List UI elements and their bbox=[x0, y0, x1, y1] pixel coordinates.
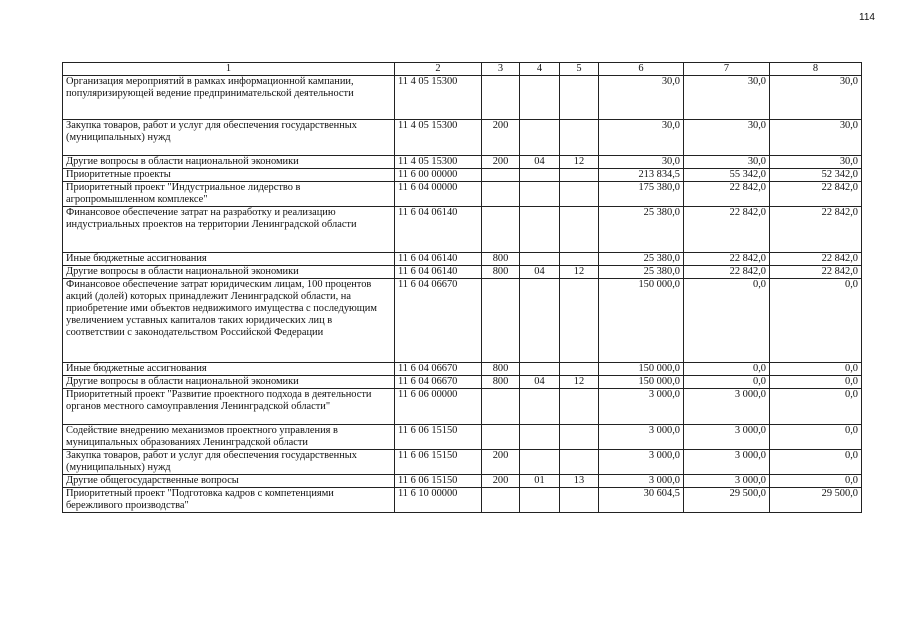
row-expense-type-cell: 200 bbox=[482, 156, 520, 169]
row-amount-year3-cell: 22 842,0 bbox=[770, 182, 862, 207]
row-amount-year3-cell: 0,0 bbox=[770, 279, 862, 363]
row-amount-year3-cell: 0,0 bbox=[770, 389, 862, 425]
header-cell: 8 bbox=[770, 63, 862, 76]
table-row bbox=[63, 182, 862, 207]
row-subsection-cell bbox=[560, 169, 599, 182]
row-amount-year1-cell: 30,0 bbox=[599, 120, 684, 156]
row-name-cell: Закупка товаров, работ и услуг для обеспечения государственных (муниципальных) нужд bbox=[63, 450, 395, 475]
row-expense-type-cell bbox=[482, 182, 520, 207]
row-expense-type-cell: 800 bbox=[482, 376, 520, 389]
row-code-cell: 11 6 04 06670 bbox=[395, 279, 482, 363]
row-section-cell bbox=[520, 182, 560, 207]
row-expense-type-cell: 200 bbox=[482, 120, 520, 156]
row-amount-year1-cell: 25 380,0 bbox=[599, 266, 684, 279]
row-amount-year1-cell: 30 604,5 bbox=[599, 488, 684, 513]
row-code-cell: 11 6 06 15150 bbox=[395, 425, 482, 450]
table-row bbox=[63, 207, 862, 253]
row-expense-type-cell bbox=[482, 169, 520, 182]
row-amount-year3-cell: 22 842,0 bbox=[770, 253, 862, 266]
row-code-cell: 11 4 05 15300 bbox=[395, 120, 482, 156]
row-section-cell bbox=[520, 363, 560, 376]
header-row bbox=[63, 63, 862, 76]
row-amount-year1-cell: 3 000,0 bbox=[599, 450, 684, 475]
row-expense-type-cell: 800 bbox=[482, 266, 520, 279]
row-expense-type-cell bbox=[482, 76, 520, 120]
table-row bbox=[63, 266, 862, 279]
table-row bbox=[63, 279, 862, 363]
row-name-cell: Организация мероприятий в рамках информационной кампании, популяризирующей ведение предпринимательской деятельности bbox=[63, 76, 395, 120]
table-row bbox=[63, 120, 862, 156]
row-amount-year1-cell: 3 000,0 bbox=[599, 475, 684, 488]
table-row bbox=[63, 475, 862, 488]
row-section-cell bbox=[520, 207, 560, 253]
row-amount-year3-cell: 29 500,0 bbox=[770, 488, 862, 513]
row-expense-type-cell bbox=[482, 425, 520, 450]
row-amount-year3-cell: 30,0 bbox=[770, 156, 862, 169]
row-amount-year1-cell: 150 000,0 bbox=[599, 376, 684, 389]
table-row bbox=[63, 169, 862, 182]
row-amount-year3-cell: 30,0 bbox=[770, 120, 862, 156]
row-section-cell bbox=[520, 425, 560, 450]
row-section-cell bbox=[520, 389, 560, 425]
row-amount-year3-cell: 22 842,0 bbox=[770, 266, 862, 279]
row-name-cell: Другие вопросы в области национальной экономики bbox=[63, 376, 395, 389]
row-amount-year2-cell: 29 500,0 bbox=[684, 488, 770, 513]
row-amount-year3-cell: 52 342,0 bbox=[770, 169, 862, 182]
row-section-cell: 04 bbox=[520, 376, 560, 389]
row-subsection-cell bbox=[560, 425, 599, 450]
row-amount-year1-cell: 30,0 bbox=[599, 156, 684, 169]
row-amount-year2-cell: 30,0 bbox=[684, 120, 770, 156]
row-name-cell: Другие вопросы в области национальной экономики bbox=[63, 266, 395, 279]
row-amount-year3-cell: 30,0 bbox=[770, 76, 862, 120]
row-amount-year2-cell: 22 842,0 bbox=[684, 266, 770, 279]
row-code-cell: 11 6 04 06140 bbox=[395, 253, 482, 266]
header-cell: 7 bbox=[684, 63, 770, 76]
row-code-cell: 11 6 06 00000 bbox=[395, 389, 482, 425]
row-amount-year1-cell: 25 380,0 bbox=[599, 207, 684, 253]
row-expense-type-cell: 200 bbox=[482, 450, 520, 475]
row-subsection-cell bbox=[560, 207, 599, 253]
row-section-cell bbox=[520, 488, 560, 513]
row-subsection-cell bbox=[560, 488, 599, 513]
table-row bbox=[63, 425, 862, 450]
row-amount-year1-cell: 213 834,5 bbox=[599, 169, 684, 182]
table-row bbox=[63, 488, 862, 513]
row-code-cell: 11 6 10 00000 bbox=[395, 488, 482, 513]
row-subsection-cell bbox=[560, 76, 599, 120]
row-amount-year3-cell: 22 842,0 bbox=[770, 207, 862, 253]
row-amount-year2-cell: 3 000,0 bbox=[684, 475, 770, 488]
row-amount-year3-cell: 0,0 bbox=[770, 450, 862, 475]
row-amount-year1-cell: 175 380,0 bbox=[599, 182, 684, 207]
row-subsection-cell: 12 bbox=[560, 376, 599, 389]
row-code-cell: 11 6 04 00000 bbox=[395, 182, 482, 207]
table-row bbox=[63, 253, 862, 266]
table-row bbox=[63, 363, 862, 376]
budget-table bbox=[62, 62, 862, 513]
row-subsection-cell bbox=[560, 279, 599, 363]
page-number: 114 bbox=[859, 12, 875, 23]
row-section-cell bbox=[520, 279, 560, 363]
row-expense-type-cell: 800 bbox=[482, 253, 520, 266]
row-section-cell bbox=[520, 450, 560, 475]
row-code-cell: 11 6 06 15150 bbox=[395, 475, 482, 488]
row-amount-year2-cell: 0,0 bbox=[684, 363, 770, 376]
row-amount-year2-cell: 30,0 bbox=[684, 156, 770, 169]
row-amount-year1-cell: 3 000,0 bbox=[599, 389, 684, 425]
row-expense-type-cell: 800 bbox=[482, 363, 520, 376]
header-cell: 4 bbox=[520, 63, 560, 76]
row-amount-year1-cell: 150 000,0 bbox=[599, 363, 684, 376]
row-subsection-cell: 13 bbox=[560, 475, 599, 488]
row-section-cell: 01 bbox=[520, 475, 560, 488]
row-name-cell: Иные бюджетные ассигнования bbox=[63, 363, 395, 376]
row-amount-year1-cell: 25 380,0 bbox=[599, 253, 684, 266]
row-subsection-cell bbox=[560, 450, 599, 475]
row-code-cell: 11 4 05 15300 bbox=[395, 156, 482, 169]
header-cell: 6 bbox=[599, 63, 684, 76]
row-name-cell: Приоритетный проект "Подготовка кадров с компетенциями бережливого производства" bbox=[63, 488, 395, 513]
row-amount-year2-cell: 55 342,0 bbox=[684, 169, 770, 182]
row-subsection-cell bbox=[560, 363, 599, 376]
row-section-cell: 04 bbox=[520, 266, 560, 279]
row-section-cell bbox=[520, 76, 560, 120]
row-amount-year3-cell: 0,0 bbox=[770, 363, 862, 376]
row-code-cell: 11 6 06 15150 bbox=[395, 450, 482, 475]
row-amount-year2-cell: 3 000,0 bbox=[684, 425, 770, 450]
row-name-cell: Приоритетный проект "Индустриальное лидерство в агропромышленном комплексе" bbox=[63, 182, 395, 207]
row-code-cell: 11 6 04 06140 bbox=[395, 207, 482, 253]
row-subsection-cell bbox=[560, 120, 599, 156]
row-amount-year1-cell: 150 000,0 bbox=[599, 279, 684, 363]
row-name-cell: Закупка товаров, работ и услуг для обеспечения государственных (муниципальных) нужд bbox=[63, 120, 395, 156]
table-row bbox=[63, 389, 862, 425]
row-section-cell: 04 bbox=[520, 156, 560, 169]
row-subsection-cell bbox=[560, 182, 599, 207]
row-code-cell: 11 6 04 06670 bbox=[395, 363, 482, 376]
row-amount-year3-cell: 0,0 bbox=[770, 425, 862, 450]
table-row bbox=[63, 76, 862, 120]
row-expense-type-cell bbox=[482, 279, 520, 363]
row-amount-year2-cell: 3 000,0 bbox=[684, 450, 770, 475]
row-expense-type-cell bbox=[482, 389, 520, 425]
row-subsection-cell bbox=[560, 389, 599, 425]
row-section-cell bbox=[520, 169, 560, 182]
header-cell: 2 bbox=[395, 63, 482, 76]
row-amount-year2-cell: 22 842,0 bbox=[684, 182, 770, 207]
row-code-cell: 11 6 00 00000 bbox=[395, 169, 482, 182]
row-name-cell: Финансовое обеспечение затрат юридическим лицам, 100 процентов акций (долей) которых принадлежит Ленинградской области, на приобретение ими объектов недвижимого имущества с последующим увеличением уставных капиталов таких юридических лиц в соответствии с законодательством Российской Федерации bbox=[63, 279, 395, 363]
row-name-cell: Финансовое обеспечение затрат на разработку и реализацию индустриальных проектов на территории Ленинградской области bbox=[63, 207, 395, 253]
row-name-cell: Приоритетные проекты bbox=[63, 169, 395, 182]
table-row bbox=[63, 450, 862, 475]
table-row bbox=[63, 376, 862, 389]
row-amount-year1-cell: 30,0 bbox=[599, 76, 684, 120]
row-name-cell: Иные бюджетные ассигнования bbox=[63, 253, 395, 266]
row-section-cell bbox=[520, 120, 560, 156]
row-subsection-cell: 12 bbox=[560, 266, 599, 279]
row-amount-year2-cell: 0,0 bbox=[684, 376, 770, 389]
row-section-cell bbox=[520, 253, 560, 266]
row-amount-year2-cell: 3 000,0 bbox=[684, 389, 770, 425]
row-amount-year2-cell: 0,0 bbox=[684, 279, 770, 363]
row-expense-type-cell bbox=[482, 207, 520, 253]
row-code-cell: 11 4 05 15300 bbox=[395, 76, 482, 120]
row-amount-year3-cell: 0,0 bbox=[770, 475, 862, 488]
header-cell: 3 bbox=[482, 63, 520, 76]
row-code-cell: 11 6 04 06140 bbox=[395, 266, 482, 279]
header-cell: 1 bbox=[63, 63, 395, 76]
row-amount-year2-cell: 22 842,0 bbox=[684, 207, 770, 253]
row-subsection-cell: 12 bbox=[560, 156, 599, 169]
row-amount-year3-cell: 0,0 bbox=[770, 376, 862, 389]
row-amount-year2-cell: 30,0 bbox=[684, 76, 770, 120]
row-expense-type-cell: 200 bbox=[482, 475, 520, 488]
row-expense-type-cell bbox=[482, 488, 520, 513]
row-name-cell: Другие вопросы в области национальной экономики bbox=[63, 156, 395, 169]
row-subsection-cell bbox=[560, 253, 599, 266]
row-amount-year1-cell: 3 000,0 bbox=[599, 425, 684, 450]
row-name-cell: Содействие внедрению механизмов проектного управления в муниципальных образованиях Ленинградской области bbox=[63, 425, 395, 450]
row-name-cell: Приоритетный проект "Развитие проектного подхода в деятельности органов местного самоуправления Ленинградской области" bbox=[63, 389, 395, 425]
row-name-cell: Другие общегосударственные вопросы bbox=[63, 475, 395, 488]
row-code-cell: 11 6 04 06670 bbox=[395, 376, 482, 389]
table-row bbox=[63, 156, 862, 169]
header-cell: 5 bbox=[560, 63, 599, 76]
row-amount-year2-cell: 22 842,0 bbox=[684, 253, 770, 266]
